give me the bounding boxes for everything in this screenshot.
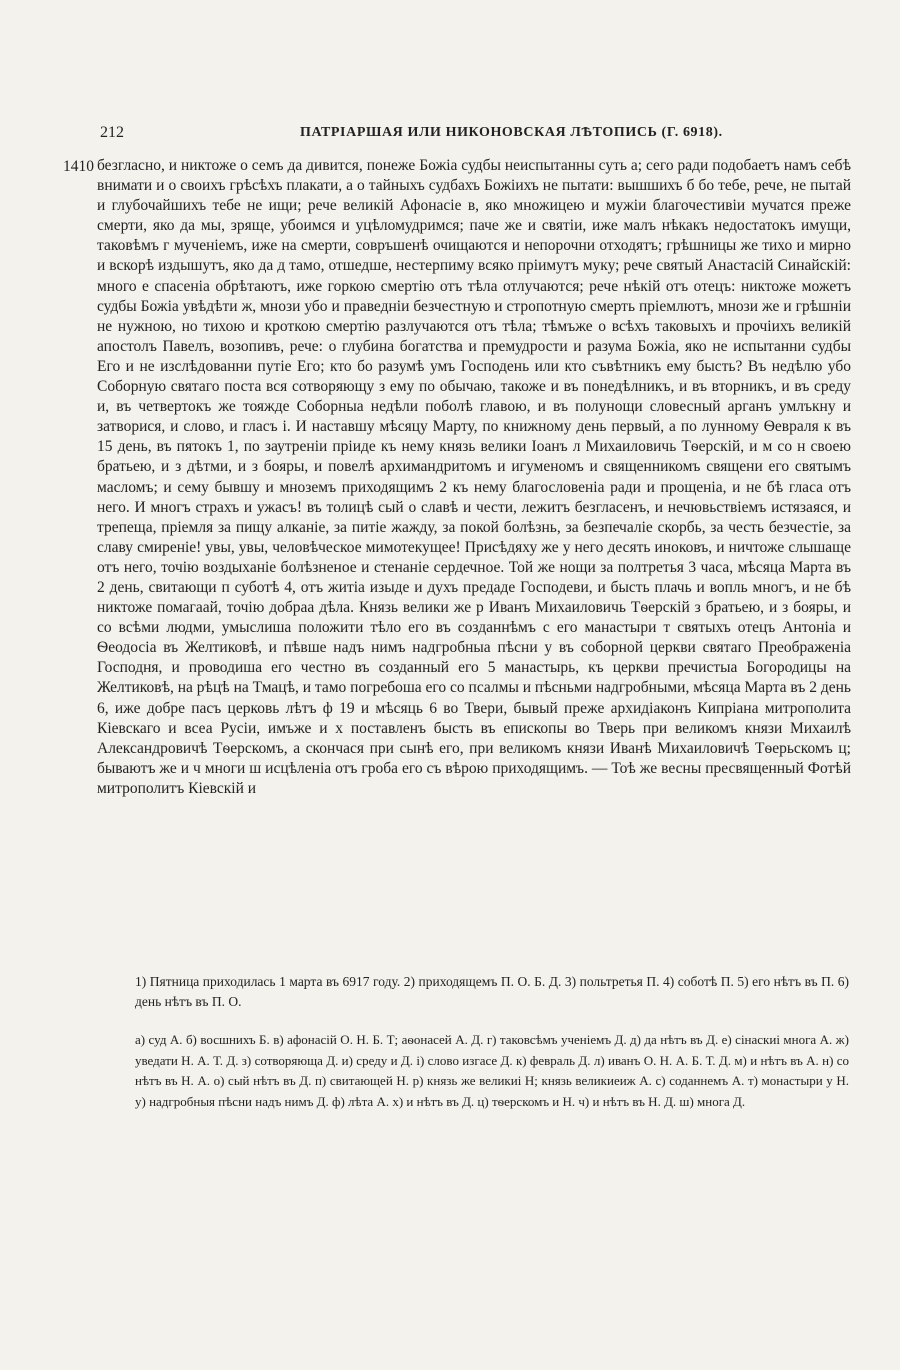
page-number: 212 xyxy=(100,124,124,141)
margin-year: 1410 xyxy=(63,158,94,175)
chronicle-text: безгласно, и никтоже о семъ да дивится, понеже Божіа судбы неиспытанны суть а; сего ради подобаетъ намъ себѣ внимати и о своихъ грѣсѣхъ плакати, а о тайныхъ судбахъ Божіихъ не пытати: вышшихъ б бо тебе, рече, не пытай и глубочайшихъ тебе не ищи; рече великій Афонасіе в, яко множицею и мужіи благочестивіи мучатся преже смерти, яко да мы, зряще, убоимся и уцѣломудримся; паче же и святіи, иже малъ нѣкакъ недостатокъ имущи, таковѣмъ г мученіемъ, иже на смерти, совръшенѣ очищаются и непорочни отходятъ; грѣшницы же тихо и мирно и вскорѣ издышутъ, яко да д тамо, отшедше, нестерпиму всяко пріимутъ муку; рече святый Анастасій Синайскій: много е спасеніа обрѣтаютъ, иже горкою смертію отъ тѣла отлучаются; рече нѣкій отъ отецъ: никтоже можетъ судбы Божіа увѣдѣти ж, мнози убо и праведніи безчестную и стропотную смерть пріемлютъ, мнози же и грѣшніи не нужною, но тихою и кроткою смертію разлучаются отъ тѣла; тѣмъже о всѣхъ таковыхъ и прочіихъ великій апостолъ Павелъ, возопивъ, рече: о глубина богатства и премудрости и разума Божіа, яко не испытанни судбы Его и не изслѣдованни путіе Его; кто бо разумѣ умъ Господень или кто съвѣтникъ ему бысть? Въ недѣлю убо Соборную святаго поста вся сотворяющу з ему по обычаю, такоже и въ понедѣлникъ, и въ вторникъ, и въ среду и, въ четвертокъ же тояжде Соборныа недѣли поболѣ главою, и въ полунощи словесный арганъ умлъкну и затворися, и слово, и гласъ і. И наставшу мѣсяцу Марту, по книжному день первый, а по лунному Ѳевраля к въ 15 день, въ пятокъ 1, по заутреніи пріиде къ нему князь велики Іоанъ л Михаиловичь Тѳерскій, и м со н своею братьею, и з дѣтми, и з бояры, и повелѣ архимандритомъ и игуменомъ и священникомъ священи его святымъ масломъ; и сему бывшу и мноземъ приходящимъ 2 къ нему благословеніа ради и прощеніа, и не бѣ гласа отъ него. И многъ страхъ и ужасъ! въ толицѣ сый о славѣ и чести, лежитъ безгласенъ, и нечювьствіемъ истязаяся, и трепеща, пріемля за пищу алканіе, за питіе жажду, за покой болѣзнь, за безпечаліе скорбь, за честь безчестіе, за славу смиреніе! увы, увы, человѣческое мимотекущее! Присѣдяху же у него десять иноковъ, и ничтоже слышаще отъ него, точію воздыханіе болѣзненое и стенаніе сердечное. Той же нощи за полтретья 3 часа, мѣсяца Марта въ 2 день, свитающи п суботѣ 4, отъ житіа изыде и духъ предаде Господеви, и бысть плачь и вопль многъ, и не бѣ никтоже помагаай, точію добраа дѣла. Князь велики же р Иванъ Михаиловичь Тѳерскій з братьею, и з бояры, и со всѣми людми, умыслиша положити тѣло его въ созданнѣмъ с его манастыри т святыхъ отецъ Антоніа и Ѳеодосіа въ Желтиковѣ, и пѣвше надъ нимъ надгробныа пѣсни у въ соборной церкви святаго Преображеніа Господня, и проводиша его честно въ созданный его 5 манастырь, къ церкви пречистыа Богородицы на Желтиковѣ, на рѣцѣ на Тмацѣ, и тамо погребоша его со псалмы и пѣсньми надгробными, мѣсяца Марта въ 2 день 6, иже добре пасъ церковь лѣтъ ф 19 и мѣсяць 6 во Твери, бывый преже архидіаконъ Кипріана митрополита Кіевскаго и всеа Русіи, имъже и х поставленъ бысть въ епископы во Тверь при великомъ князи Михаилѣ Александровичѣ Тѳерскомъ, а скончася при сынѣ его, при великомъ князи Иванѣ Михаиловичѣ Тѳерьскомъ ц; бываютъ же и ч многи ш исцѣленіа отъ гроба его съ вѣрою приходящимъ. — Тоѣ же весны пресвященный Фотѣй митрополитъ Кіевскій и xyxy=(97,157,851,797)
textual-variants: а) суд А. б) восшнихъ Б. в) афонасій О. Н. Б. Т; аѳонасей А. Д. г) таковсѣмъ ученіемъ Д. д) да нѣтъ въ Д. е) сінаскиі многа А. ж) уведати Н. А. Т. Д. з) сотворяюща Д. и) среду и Д. і) слово изгасе Д. к) февраль Д. л) иванъ О. Н. А. Б. Т. Д. м) и нѣтъ въ А. н) со нѣтъ въ Н. А. о) сый нѣтъ въ Д. п) свитающей Н. р) князь же великиі Н; князь великиеиж А. с) соданнемъ А. т) монастыри у Н. у) надгробныя пѣсни надъ нимъ Д. ф) лѣта А. х) и нѣтъ въ Д. ц) тѳерскомъ и Н. ч) и нѣтъ въ Н. Д. ш) многа Д. xyxy=(135,1032,849,1109)
running-title: ПАТРІАРШАЯ ИЛИ НИКОНОВСКАЯ ЛѢТОПИСЬ (Г. 6918). xyxy=(300,125,723,140)
footnotes: 1) Пятница приходилась 1 марта въ 6917 году. 2) приходящемъ П. О. Б. Д. 3) польтретья П. 4) соботѣ П. 5) его нѣтъ въ П. 6) день нѣтъ въ П. О. xyxy=(135,974,849,1009)
